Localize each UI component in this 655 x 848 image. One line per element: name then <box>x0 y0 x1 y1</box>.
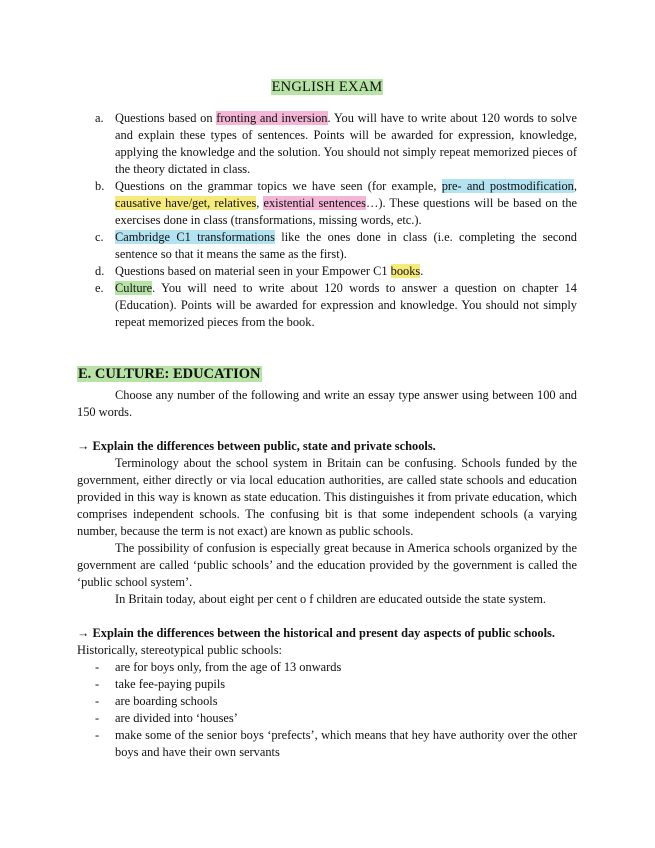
list-marker: c. <box>95 230 104 244</box>
q1-paragraph: In Britain today, about eight per cent o f children are educated outside the state system. <box>115 592 547 606</box>
exam-items-list <box>77 110 577 331</box>
highlighted-topic: existential sentences <box>263 196 366 210</box>
list-marker: a. <box>95 111 104 125</box>
item-text: Questions based on material seen in your Empower C1 <box>115 264 391 278</box>
highlighted-topic: fronting and inversion <box>216 111 328 125</box>
highlighted-topic: Cambridge C1 transformations <box>115 230 275 244</box>
highlighted-topic: books <box>390 264 421 278</box>
item-text: , <box>256 196 264 210</box>
highlighted-topic: Culture <box>115 281 153 295</box>
list-item: - are divided into ‘houses’ <box>95 711 238 725</box>
page-title: ENGLISH EXAM <box>271 79 383 95</box>
question-2: → Explain the differences between the historical and present day aspects of public schools. <box>77 626 555 640</box>
q2-lead: Historically, stereotypical public schools: <box>77 643 282 657</box>
section-intro: Choose any number of the following and write an essay type answer using between 100 and 150 words. <box>77 388 577 419</box>
list-item: - are for boys only, from the age of 13 onwards <box>95 660 342 674</box>
list-marker: d. <box>95 264 105 278</box>
exam-item <box>77 229 577 263</box>
list-item: - are boarding schools <box>95 694 218 708</box>
exam-item <box>77 178 577 229</box>
item-text: . You will have to write about 120 words to solve and explain these types of sentences. Points will be awarded for expression, knowledge, applying the knowledge and the solution. You should not simply repeat memorized pieces of the theory dictated in class. <box>115 111 578 176</box>
section-heading: E. CULTURE: EDUCATION <box>78 366 261 382</box>
item-text: , <box>573 179 577 193</box>
item-text: Questions on the grammar topics we have seen (for example, <box>115 179 442 193</box>
item-text: …). These questions will be based on the exercises done in class (transformations, missing words, etc.). <box>115 196 578 227</box>
list-marker: e. <box>95 281 104 295</box>
item-text: . You will need to write about 120 words to answer a question on chapter 14 (Education). Points will be awarded for expression and knowledge. You should not simply repeat memorized pieces from the book. <box>115 281 577 329</box>
q2-bullet-list <box>77 659 577 761</box>
exam-item <box>77 110 577 178</box>
exam-item <box>77 263 577 280</box>
document-page <box>77 78 577 761</box>
question-1: → Explain the differences between public, state and private schools. <box>77 439 436 453</box>
item-text: . <box>420 264 424 278</box>
item-text: like the ones done in class (i.e. completing the second sentence so that it means the same as the first). <box>115 230 577 261</box>
highlighted-topic: pre- and postmodification <box>441 179 574 193</box>
list-item: - take fee-paying pupils <box>95 677 226 691</box>
q1-paragraph: Terminology about the school system in Britain can be confusing. Schools funded by the government, either directly or via local education authorities, are called state schools and education provided in this way is known as state education. This distinguishes it from private education, which comprises independent schools. The confusing bit is that some independent schools (a varying number, because the term is not exact) are known as public schools. <box>77 456 577 538</box>
list-item: - make some of the senior boys ‘prefects’, which means that hey have authority over the other boys and have their own servants <box>95 728 577 759</box>
item-text: Questions based on <box>115 111 217 125</box>
highlighted-topic: causative have/get, relatives <box>115 196 257 210</box>
q1-paragraph: The possibility of confusion is especially great because in America schools organized by the government are called ‘public schools’ and the education provided by the government is called the ‘public school system’. <box>77 541 577 589</box>
exam-item <box>77 280 577 331</box>
list-marker: b. <box>95 179 105 193</box>
